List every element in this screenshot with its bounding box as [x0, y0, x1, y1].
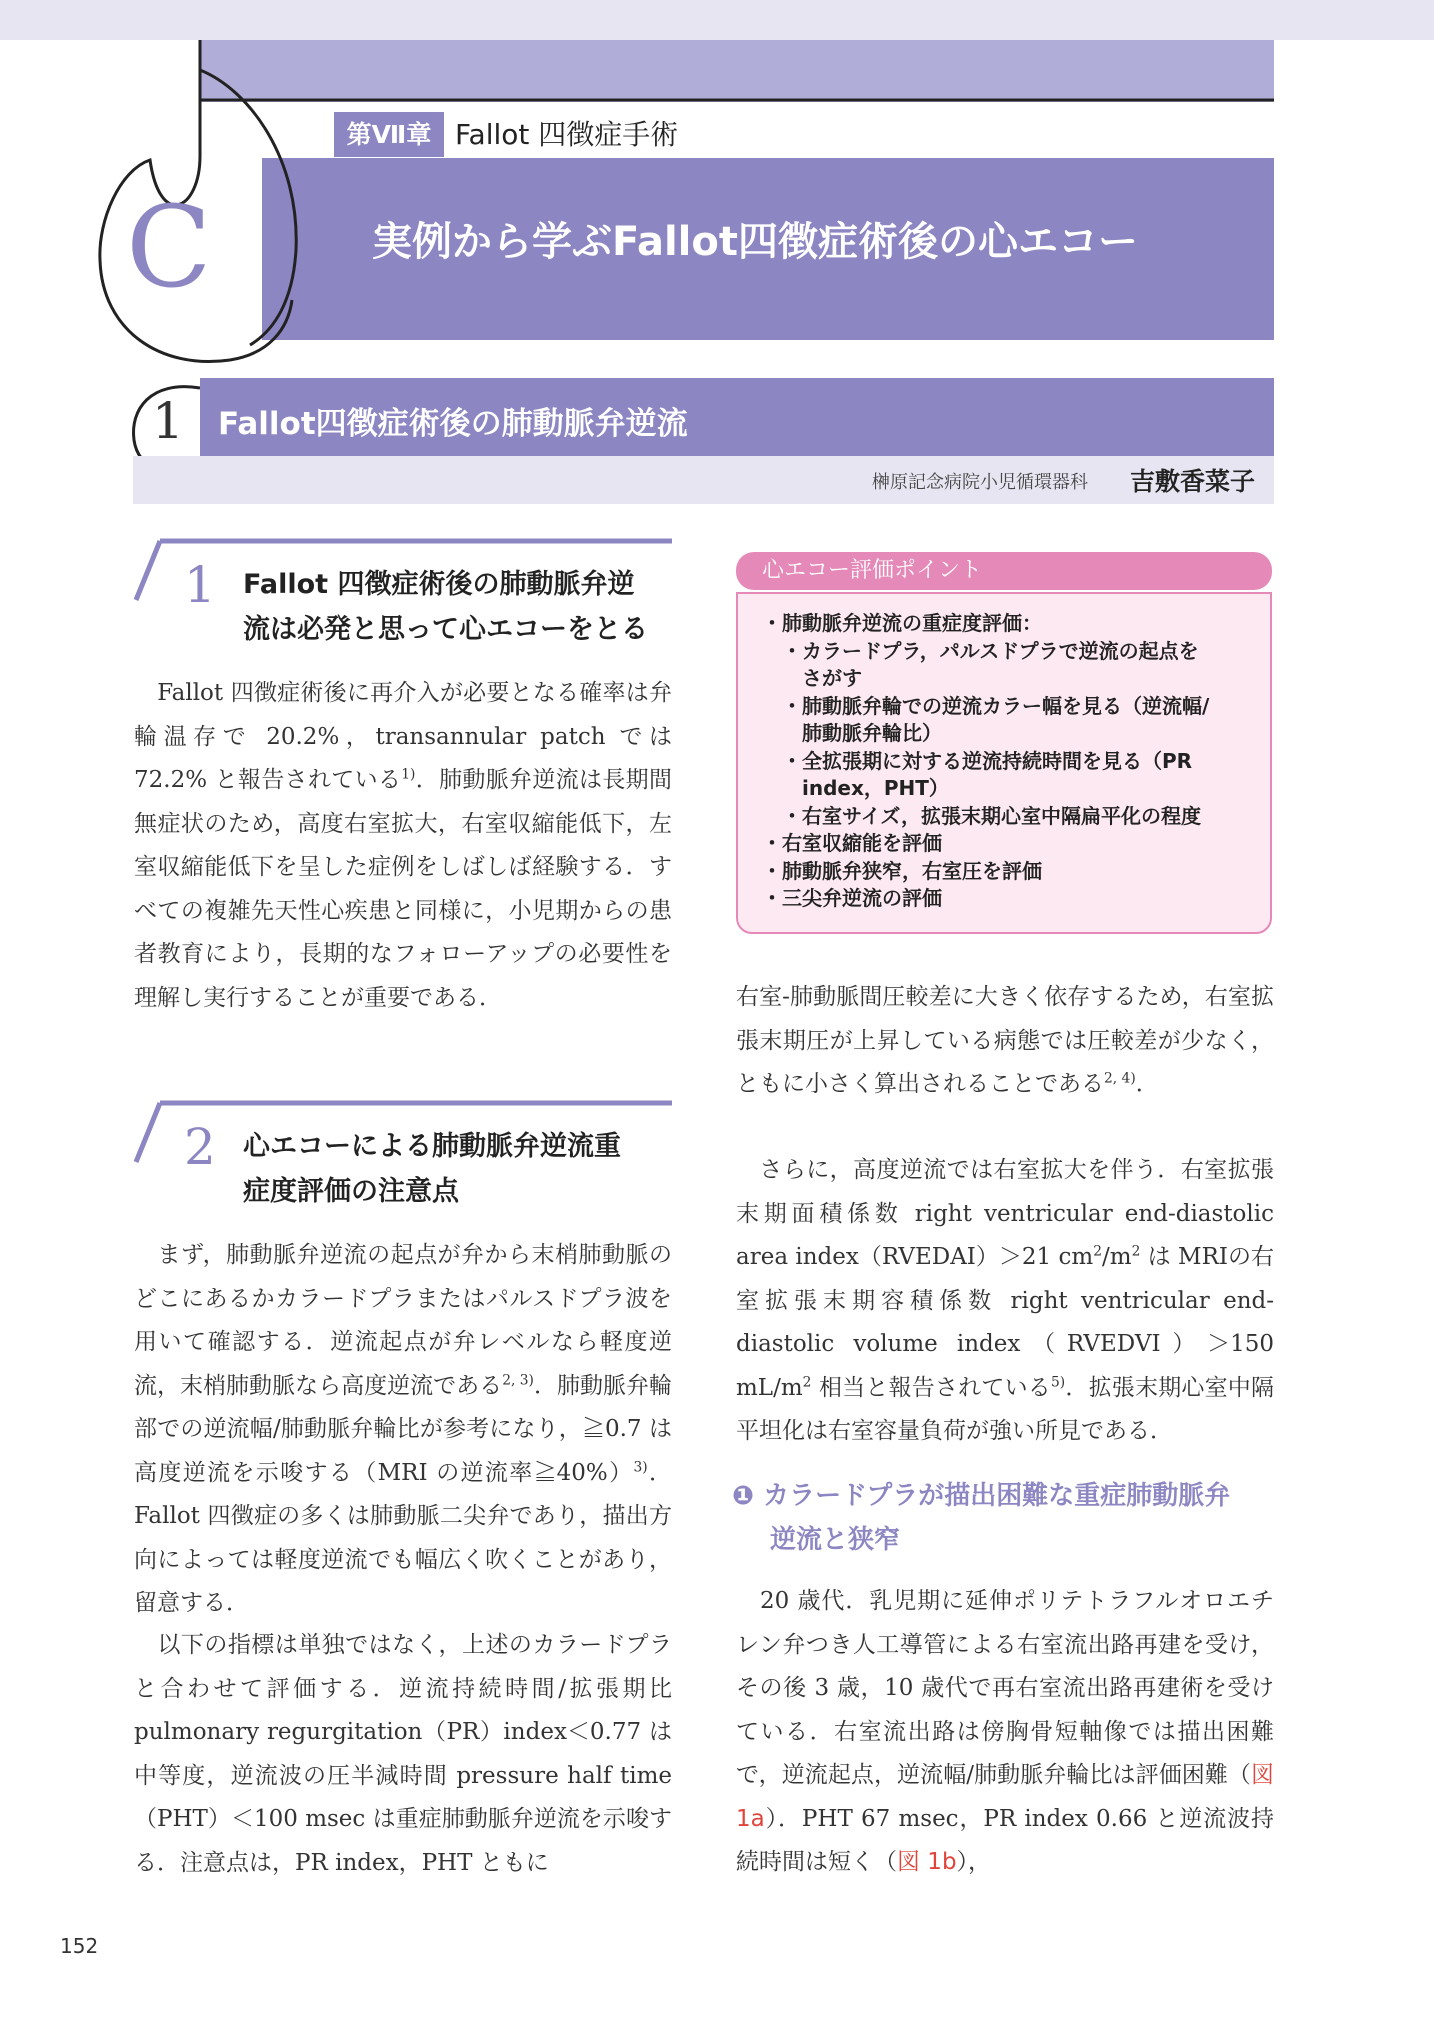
chapter-tag: 第Ⅶ章	[334, 112, 444, 157]
paragraph-3: 以下の指標は単独ではなく，上述のカラードプラと合わせて評価する．逆流持続時間/拡張期比 pulmonary regurgitation（PR）index＜0.77 は中等度，逆流波の圧半減時間 pressure half time（PHT）＜100 msec は重症肺動脈弁逆流を示唆する．注意点は，PR index，PHT ともに	[134, 1632, 672, 1876]
heading-2-line2: 症度評価の注意点	[243, 1176, 459, 1207]
author-name: 吉敷香菜子	[1130, 467, 1256, 496]
heading-1-line1: Fallot 四徴症術後の肺動脈弁逆	[243, 569, 635, 600]
subheading	[732, 1474, 1277, 1562]
heading-2-line1: 心エコーによる肺動脈弁逆流重	[243, 1131, 621, 1162]
box-header: 心エコー評価ポイント	[736, 552, 1272, 590]
list-item: ・肺動脈弁狭窄，右室圧を評価	[762, 858, 1042, 883]
chapter-name: Fallot 四徴症手術	[455, 118, 679, 151]
list-item: ・肺動脈弁逆流の重症度評価：	[762, 611, 1042, 635]
subheading-line1: カラードプラが描出困難な重症肺動脈弁	[763, 1481, 1231, 1511]
heading-1	[243, 562, 683, 652]
author-bar	[133, 456, 1274, 504]
paragraph-6: 20 歳代．乳児期に延伸ポリテトラフルオロエチレン弁つき人工導管による右室流出路再建を受け，その後 3 歳，10 歳代で再右室流出路再建術を受けている．右室流出路は傍胸骨短軸像では描出困難で，逆流起点，逆流幅/肺動脈弁輪比は評価困難（図 1a）．PHT 67 msec，PR index 0.66 と逆流波持続時間は短く（図 1b），	[736, 1588, 1274, 1875]
section-title: Fallot四徴症術後の肺動脈弁逆流	[218, 406, 688, 442]
paragraph-2: まず，肺動脈弁逆流の起点が弁から末梢肺動脈のどこにあるかカラードプラまたはパルスドプラ波を用いて確認する．逆流起点が弁レベルなら軽度逆流，末梢肺動脈なら高度逆流である$^{2, 3)}$．肺動脈弁輪部での逆流幅/肺動脈弁輪比が参考になり，≧0.7 は高度逆流を示唆する（MRI の逆流率≧40%）$^{3)}$．Fallot 四徴症の多くは肺動脈二尖弁であり，描出方向によっては軽度逆流でも幅広く吹くことがあり，留意する．	[134, 1242, 673, 1616]
affiliation: 榊原記念病院小児循環器科	[872, 472, 1088, 493]
heading-1-number: 1	[184, 556, 216, 614]
list-item: index，PHT）	[762, 776, 949, 800]
heading-2	[243, 1124, 683, 1214]
list-item: ・肺動脈弁輪での逆流カラー幅を見る（逆流幅/	[762, 693, 1210, 718]
list-item: ・右室サイズ，拡張末期心室中隔扁平化の程度	[762, 803, 1201, 828]
list-item: さがす	[762, 666, 862, 690]
figure-ref-1b[interactable]: 図 1b	[897, 1849, 957, 1875]
figure-ref-1a[interactable]: 図 1a	[736, 1762, 1274, 1832]
paragraph-1: Fallot 四徴症術後に再介入が必要となる確率は弁輪温存で 20.2%，transannular patch では 72.2% と報告されている$^{1)}$．肺動脈弁逆流は長期間無症状のため，高度右室拡大，右室収縮能低下，左室収縮能低下を呈した症例をしばしば経験する．すべての複雑先天性心疾患と同様に，小児期からの患者教育により，長期的なフォローアップの必要性を理解し実行することが重要である．	[134, 680, 672, 1011]
paragraph-5: さらに，高度逆流では右室拡大を伴う．右室拡張末期面積係数 right ventricular end-diastolic area index（RVEDAI）＞21 $cm^2/m^2$ は MRIの右室拡張末期容積係数 right ventricular end-diastolic volume index（RVEDVI）＞150 $mL/m^2$ 相当と報告されている$^{5)}$．拡張末期心室中隔平坦化は右室容量負荷が強い所見である．	[736, 1157, 1275, 1444]
page-number: 152	[60, 1934, 99, 1958]
list-item: ・全拡張期に対する逆流持続時間を見る（PR	[762, 748, 1193, 773]
list-item: ・右室収縮能を評価	[762, 831, 942, 855]
list-item: ・三尖弁逆流の評価	[762, 886, 942, 910]
subheading-line2: 逆流と狭窄	[770, 1525, 901, 1555]
chapter-letter: C	[126, 183, 212, 313]
list-item: ・カラードプラ，パルスドプラで逆流の起点を	[762, 638, 1199, 663]
section-number: 1	[152, 392, 184, 450]
page-title: 実例から学ぶFallot四徴症術後の心エコー	[372, 219, 1138, 265]
heading-1-line2: 流は必発と思って心エコーをとる	[243, 614, 648, 645]
paragraph-4: 右室-肺動脈間圧較差に大きく依存するため，右室拡張末期圧が上昇している病態では圧較差が少なく，ともに小さく算出されることである$^{2, 4)}$．	[736, 984, 1274, 1097]
evaluation-list	[762, 610, 1260, 913]
subheading-mark: ❶	[732, 1481, 755, 1511]
heading-2-number: 2	[184, 1118, 216, 1176]
list-item: 肺動脈弁輪比）	[762, 721, 942, 745]
